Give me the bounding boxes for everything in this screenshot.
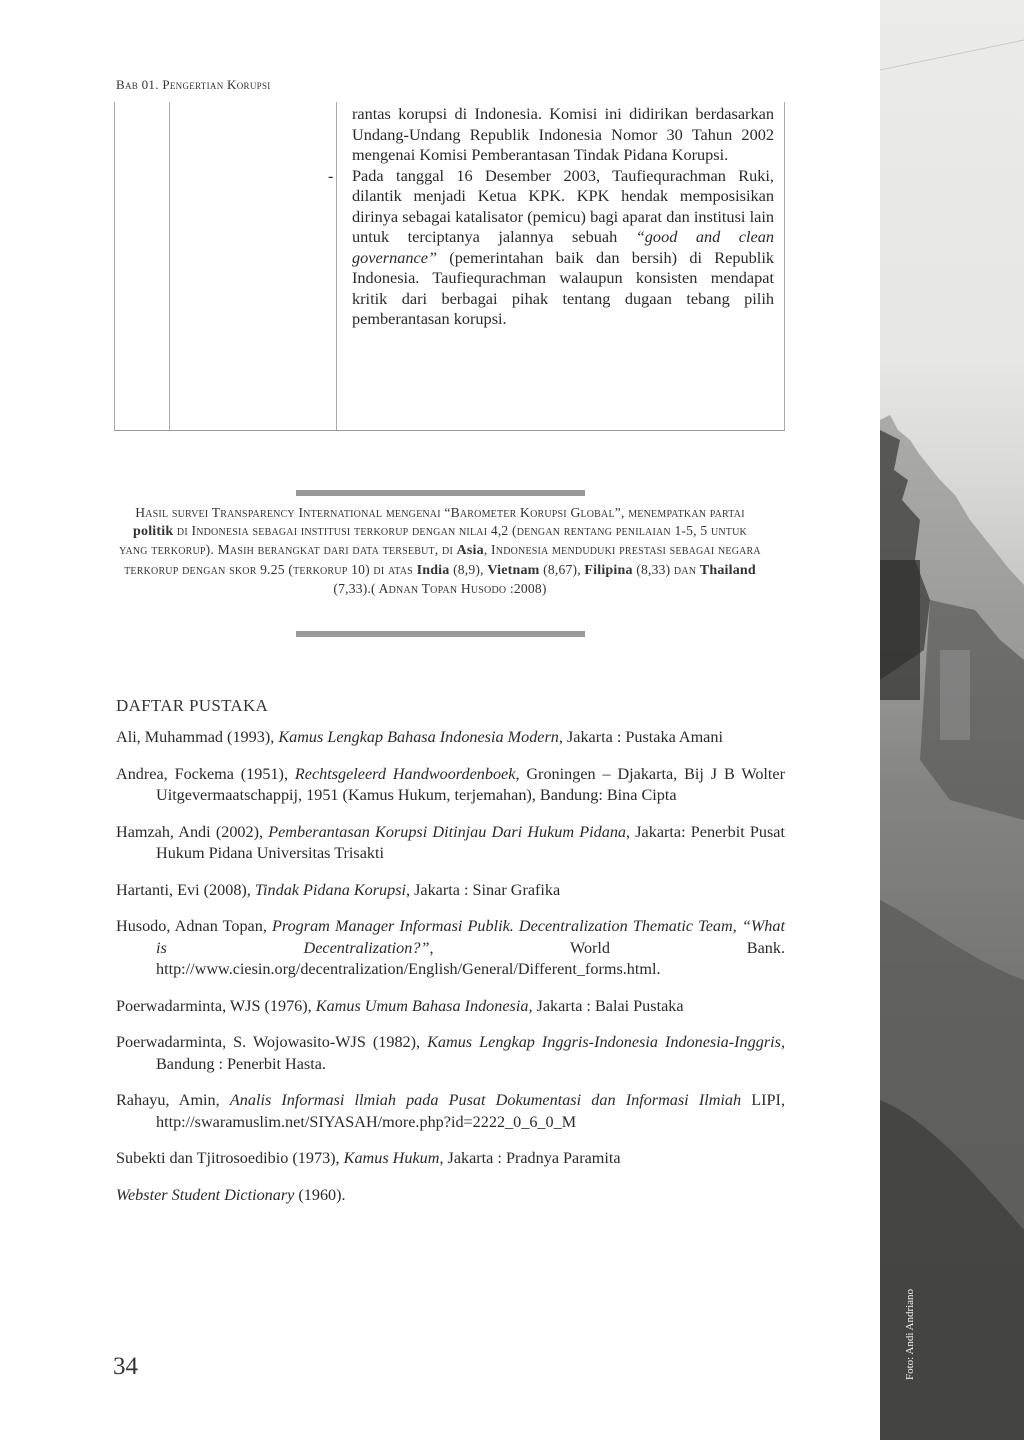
quote-bold: Vietnam: [487, 562, 540, 578]
table-bullet-paragraph: [328, 165, 775, 330]
reference-item: Rahayu, Amin, Analis Informasi llmiah pada Pusat Dokumentasi dan Informasi Ilmiah LIPI, http://swaramuslim.net/SIYASAH/more.php?id=2222_0_6_0_M: [116, 1091, 785, 1131]
photo-scene: [880, 0, 1024, 1440]
quote-text: (8,67),: [539, 561, 585, 577]
quote-bold: Asia: [456, 543, 484, 559]
paragraph-text: (pemerintahan baik dan bersih) di Republik Indonesia. Taufiequrachman walaupun konsisten mendapat kritik dari berbagai pihak tentang dugaan tebang pilih pemberantasan korupsi.: [352, 247, 774, 328]
reference-item: Webster Student Dictionary (1960).: [116, 1185, 346, 1204]
quote-text: Hasil survei Transparency International mengenai “Barometer Korupsi Global”, menempatkan partai: [135, 505, 745, 520]
quote-text: (8,33) dan: [632, 561, 700, 577]
reference-item: Husodo, Adnan Topan, Program Manager Informasi Publik. Decentralization Thematic Team, “What is Decentralization?”, World Bank. http://www.ciesin.org/decentralization/English/General/Different_forms.html.: [116, 917, 785, 978]
table-cell-text: [328, 104, 775, 330]
table-paragraph: rantas korupsi di Indonesia. Komisi ini didirikan berdasarkan Undang-Undang Republik Indonesia Nomor 30 Tahun 2002 mengenai Komisi Pemberantasan Tindak Pidana Korupsi.: [352, 104, 774, 164]
photo-credit: Foto: Andi Andriano: [904, 1288, 916, 1380]
quote-bold: Thailand: [699, 562, 756, 578]
reference-item: Hartanti, Evi (2008), Tindak Pidana Korupsi, Jakarta : Sinar Grafika: [116, 880, 561, 899]
quote-top-bar: [296, 490, 585, 496]
table-border-right: [784, 102, 785, 430]
quote-bold: Filipina: [584, 562, 633, 578]
table-column-divider: [336, 102, 337, 430]
table-column-divider: [169, 102, 170, 430]
quote-bold: politik: [133, 524, 174, 540]
page-number: 34: [113, 1353, 138, 1380]
reference-item: Poerwadarminta, WJS (1976), Kamus Umum Bahasa Indonesia, Jakarta : Balai Pustaka: [116, 996, 684, 1015]
quote-text: di Indonesia sebagai institusi terkorup dengan nilai 4,2 (dengan rentang penilaian 1-5, 5 untuk yang terkorup). Masih berangkat dari data tersebut, di: [119, 523, 747, 558]
paragraph-text: Pada tanggal 16 Desember 2003, Taufiequrachman Ruki, dilantik menjadi Ketua KPK. KPK hendak memposisikan dirinya sebagai katalisator (pemicu) bagi aparat dan institusi lain untuk terciptanya jalannya sebuah: [352, 165, 774, 246]
running-head: Bab 01. Pengertian Korupsi: [116, 77, 271, 92]
quote-bold: India: [416, 562, 450, 578]
content-table: [114, 102, 785, 431]
table-border-left: [114, 102, 115, 430]
quote-bottom-bar: [296, 631, 585, 637]
references-title: DAFTAR PUSTAKA: [116, 696, 269, 715]
reference-item: Hamzah, Andi (2002), Pemberantasan Korupsi Ditinjau Dari Hukum Pidana, Jakarta: Penerbit Pusat Hukum Pidana Universitas Trisakti: [116, 822, 785, 862]
side-photo: [880, 0, 1024, 1440]
reference-item: Ali, Muhammad (1993), Kamus Lengkap Bahasa Indonesia Modern, Jakarta : Pustaka Amani: [116, 728, 723, 746]
paragraph-italic: “good and clean governance”: [352, 227, 775, 267]
quote-text: (8,9),: [449, 561, 488, 577]
quote-text: (7,33).( Adnan Topan Husodo :2008): [333, 580, 547, 596]
pull-quote: [118, 504, 762, 598]
reference-item: Andrea, Fockema (1951), Rechtsgeleerd Handwoordenboek, Groningen – Djakarta, Bij J B Wolter Uitgevermaatschappij, 1951 (Kamus Hukum, terjemahan), Bandung: Bina Cipta: [116, 764, 785, 804]
bullet-dash: -: [328, 165, 334, 185]
reference-list: [116, 727, 785, 1221]
quote-text: , Indonesia menduduki prestasi sebagai negara terkorup dengan skor 9.25 (terkorup 10) di atas: [124, 542, 761, 577]
reference-item: Subekti dan Tjitrosoedibio (1973), Kamus Hukum, Jakarta : Pradnya Paramita: [116, 1149, 621, 1167]
reference-item: Poerwadarminta, S. Wojowasito-WJS (1982), Kamus Lengkap Inggris-Indonesia Indonesia-Inggris, Bandung : Penerbit Hasta.: [116, 1033, 785, 1073]
